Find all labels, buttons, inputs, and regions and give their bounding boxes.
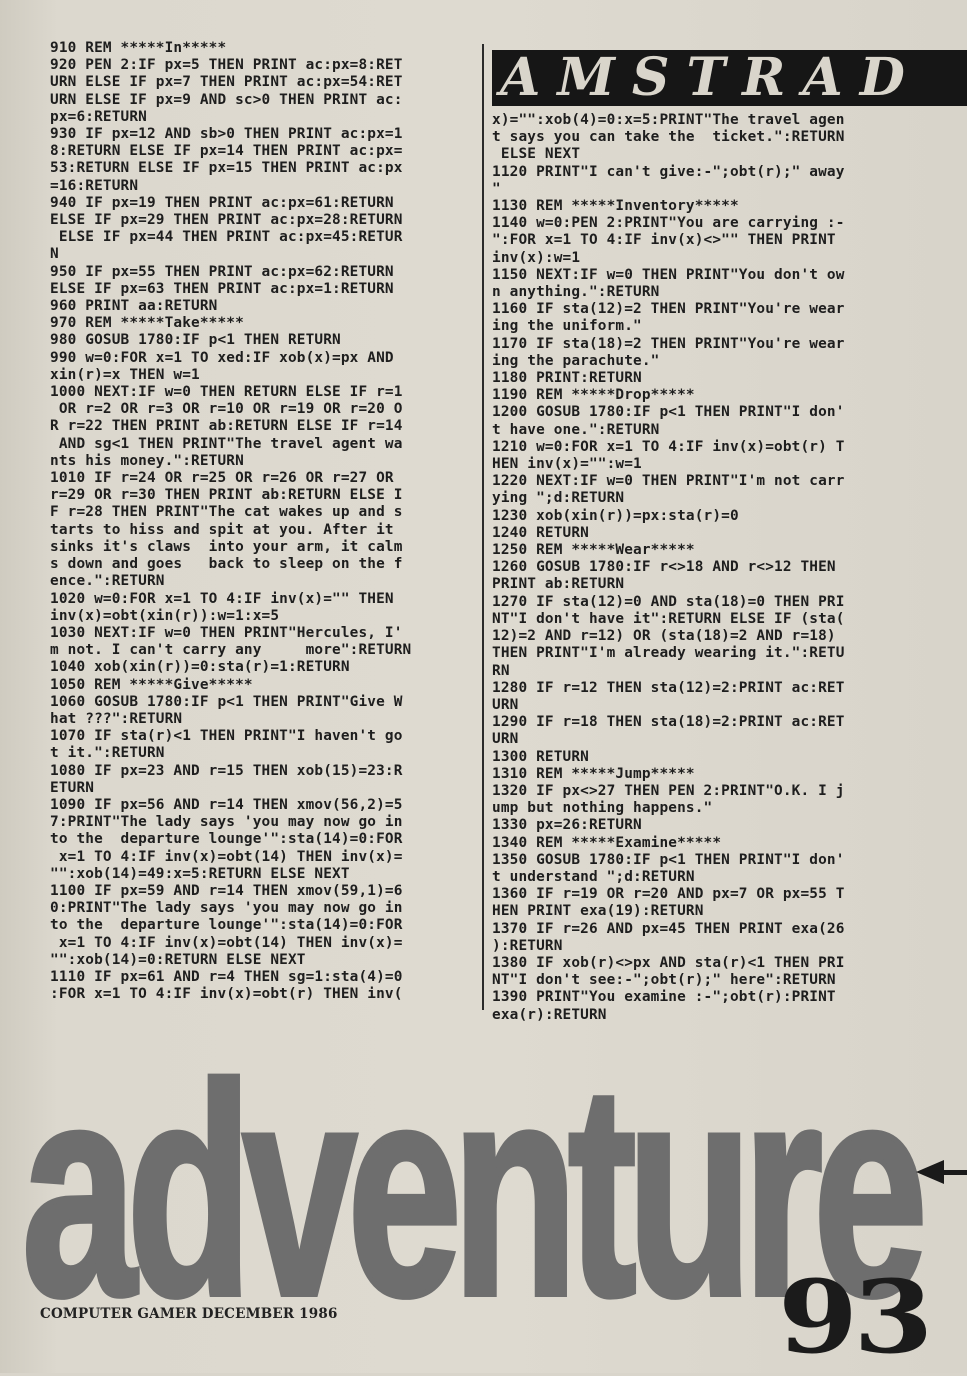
left-code-line: ELSE IF px=29 THEN PRINT ac:px=28:RETURN — [50, 212, 403, 229]
left-code-line: m not. I can't carry any more":RETURN — [50, 642, 412, 659]
left-code-line: 1100 IF px=59 AND r=14 THEN xmov(59,1)=6 — [50, 882, 403, 899]
left-code-line: 960 PRINT aa:RETURN — [50, 298, 218, 315]
left-code-line: x=1 TO 4:IF inv(x)=obt(14) THEN inv(x)= — [50, 934, 403, 951]
right-code-line: 1120 PRINT"I can't give:-";obt(r);" away — [492, 163, 845, 180]
left-code-line: 53:RETURN ELSE IF px=15 THEN PRINT ac:px — [50, 160, 403, 177]
left-code-line: 920 PEN 2:IF px=5 THEN PRINT ac:px=8:RET — [50, 57, 403, 74]
left-code-line: 1040 xob(xin(r))=0:sta(r)=1:RETURN — [50, 659, 350, 676]
left-code-line: AND sg<1 THEN PRINT"The travel agent wa — [50, 435, 403, 452]
right-code-line: 1220 NEXT:IF w=0 THEN PRINT"I'm not carr — [492, 473, 845, 490]
right-code-line: 1290 IF r=18 THEN sta(18)=2:PRINT ac:RET — [492, 714, 845, 731]
right-code-line: 1310 REM *****Jump***** — [492, 765, 695, 782]
left-code-line: 950 IF px=55 THEN PRINT ac:px=62:RETURN — [50, 263, 394, 280]
right-code-line: 1370 IF r=26 AND px=45 THEN PRINT exa(26 — [492, 920, 845, 937]
left-code-line: 1080 IF px=23 AND r=15 THEN xob(15)=23:R — [50, 762, 403, 779]
right-code-line: 1300 RETURN — [492, 748, 589, 765]
right-code-line: 1350 GOSUB 1780:IF p<1 THEN PRINT"I don' — [492, 851, 845, 868]
left-code-line: F r=28 THEN PRINT"The cat wakes up and s — [50, 504, 403, 521]
column-divider — [482, 44, 484, 1010]
left-code-column — [50, 40, 411, 1003]
right-code-line: 1260 GOSUB 1780:IF r<>18 AND r<>12 THEN — [492, 559, 836, 576]
right-code-line: t have one.":RETURN — [492, 421, 660, 438]
right-code-line: t says you can take the ticket.":RETURN — [492, 129, 845, 146]
right-code-line: 1250 REM *****Wear***** — [492, 542, 695, 559]
left-code-line: N — [50, 246, 59, 263]
right-code-line: 1150 NEXT:IF w=0 THEN PRINT"You don't ow — [492, 266, 845, 283]
right-code-line: t understand ";d:RETURN — [492, 868, 695, 885]
left-code-line: s down and goes back to sleep on the f — [50, 556, 403, 573]
left-code-line: R r=22 THEN PRINT ab:RETURN ELSE IF r=14 — [50, 418, 403, 435]
left-code-line: ELSE IF px=63 THEN PRINT ac:px=1:RETURN — [50, 280, 394, 297]
left-code-line: 1060 GOSUB 1780:IF p<1 THEN PRINT"Give W — [50, 693, 403, 710]
right-code-line: HEN PRINT exa(19):RETURN — [492, 903, 704, 920]
left-code-line: 990 w=0:FOR x=1 TO xed:IF xob(x)=px AND — [50, 349, 394, 366]
left-code-line: 970 REM *****Take***** — [50, 315, 244, 332]
section-banner-label: AMSTRAD — [500, 47, 922, 108]
right-code-line: 12)=2 AND r=12) OR (sta(18)=2 AND r=18) — [492, 628, 836, 645]
left-code-line: 0:PRINT"The lady says 'you may now go in — [50, 900, 403, 917]
left-code-line: "":xob(14)=49:x=5:RETURN ELSE NEXT — [50, 865, 350, 882]
right-code-line: 1230 xob(xin(r))=px:sta(r)=0 — [492, 507, 739, 524]
right-code-line: 1330 px=26:RETURN — [492, 817, 642, 834]
left-code-line: URN ELSE IF px=7 THEN PRINT ac:px=54:RET — [50, 74, 403, 91]
right-code-line: 1270 IF sta(12)=0 AND sta(18)=0 THEN PRI — [492, 593, 845, 610]
arrow-left-icon — [916, 1160, 944, 1184]
right-code-line: exa(r):RETURN — [492, 1006, 607, 1023]
left-code-line: 980 GOSUB 1780:IF p<1 THEN RETURN — [50, 332, 341, 349]
left-code-line: t it.":RETURN — [50, 745, 165, 762]
right-code-line: 1160 IF sta(12)=2 THEN PRINT"You're wear — [492, 301, 845, 318]
right-code-line: ing the uniform." — [492, 318, 642, 335]
left-code-line: tarts to hiss and spit at you. After it — [50, 521, 394, 538]
right-code-line: inv(x):w=1 — [492, 249, 581, 266]
right-code-line: 1320 IF px<>27 THEN PEN 2:PRINT"O.K. I j — [492, 782, 845, 799]
right-code-line: ing the parachute." — [492, 352, 660, 369]
left-code-line: 1050 REM *****Give***** — [50, 676, 253, 693]
right-code-line: 1180 PRINT:RETURN — [492, 370, 642, 387]
right-code-line: RN — [492, 662, 510, 679]
left-code-line: "":xob(14)=0:RETURN ELSE NEXT — [50, 951, 306, 968]
left-code-line: to the departure lounge'":sta(14)=0:FOR — [50, 831, 403, 848]
left-code-line: 910 REM *****In***** — [50, 40, 227, 56]
right-code-line: 1130 REM *****Inventory***** — [492, 198, 739, 215]
right-code-line: 1360 IF r=19 OR r=20 AND px=7 OR px=55 T — [492, 886, 845, 903]
right-code-line: 1140 w=0:PEN 2:PRINT"You are carrying :- — [492, 215, 845, 232]
left-code-line: 8:RETURN ELSE IF px=14 THEN PRINT ac:px= — [50, 143, 403, 160]
left-code-line: px=6:RETURN — [50, 108, 147, 125]
left-code-line: 940 IF px=19 THEN PRINT ac:px=61:RETURN — [50, 194, 394, 211]
right-code-line: ):RETURN — [492, 937, 563, 954]
left-code-line: inv(x)=obt(xin(r)):w=1:x=5 — [50, 607, 280, 624]
right-code-line: ":FOR x=1 TO 4:IF inv(x)<>"" THEN PRINT — [492, 232, 836, 249]
left-code-line: r=29 OR r=30 THEN PRINT ab:RETURN ELSE I — [50, 487, 403, 504]
right-code-line: ying ";d:RETURN — [492, 490, 625, 507]
left-code-line: 7:PRINT"The lady says 'you may now go in — [50, 814, 403, 831]
right-code-line: 1200 GOSUB 1780:IF p<1 THEN PRINT"I don' — [492, 404, 845, 421]
left-code-line: 1070 IF sta(r)<1 THEN PRINT"I haven't go — [50, 728, 403, 745]
right-code-line: x)="":xob(4)=0:x=5:PRINT"The travel agen — [492, 112, 845, 128]
left-code-line: hat ???":RETURN — [50, 710, 183, 727]
right-code-line: 1380 IF xob(r)<>px AND sta(r)<1 THEN PRI — [492, 954, 845, 971]
right-code-line: THEN PRINT"I'm already wearing it.":RETU — [492, 645, 845, 662]
left-code-line: 1010 IF r=24 OR r=25 OR r=26 OR r=27 OR — [50, 470, 394, 487]
adventure-headline-text: adventure — [22, 1022, 923, 1358]
right-code-line: PRINT ab:RETURN — [492, 576, 625, 593]
right-code-line: HEN inv(x)="":w=1 — [492, 456, 642, 473]
right-code-line: n anything.":RETURN — [492, 284, 660, 301]
left-code-line: 1090 IF px=56 AND r=14 THEN xmov(56,2)=5 — [50, 796, 403, 813]
left-code-line: 1030 NEXT:IF w=0 THEN PRINT"Hercules, I' — [50, 624, 403, 641]
right-code-column — [492, 112, 845, 1024]
right-code-line: " — [492, 180, 501, 197]
page-number: 93 — [778, 1258, 929, 1376]
left-code-line: xin(r)=x THEN w=1 — [50, 366, 200, 383]
arrow-line — [942, 1170, 967, 1175]
left-code-line: 930 IF px=12 AND sb>0 THEN PRINT ac:px=1 — [50, 126, 403, 143]
right-code-line: 1190 REM *****Drop***** — [492, 387, 695, 404]
right-code-line: ump but nothing happens." — [492, 800, 713, 817]
left-code-line: 1000 NEXT:IF w=0 THEN RETURN ELSE IF r=1 — [50, 384, 403, 401]
right-code-line: URN — [492, 696, 519, 713]
footer-credit: COMPUTER GAMER DECEMBER 1986 — [40, 1306, 338, 1322]
right-code-line: 1240 RETURN — [492, 524, 589, 541]
left-code-line: ence.":RETURN — [50, 573, 165, 590]
right-code-line: NT"I don't have it":RETURN ELSE IF (sta( — [492, 610, 845, 627]
left-code-line: URN ELSE IF px=9 AND sc>0 THEN PRINT ac: — [50, 91, 403, 108]
right-code-line: 1340 REM *****Examine***** — [492, 834, 722, 851]
left-code-line: 1110 IF px=61 AND r=4 THEN sg=1:sta(4)=0 — [50, 968, 403, 985]
left-code-line: 1020 w=0:FOR x=1 TO 4:IF inv(x)="" THEN — [50, 590, 394, 607]
left-code-line: :FOR x=1 TO 4:IF inv(x)=obt(r) THEN inv( — [50, 986, 403, 1003]
right-code-line: 1390 PRINT"You examine :-";obt(r):PRINT — [492, 989, 836, 1006]
right-code-line: 1170 IF sta(18)=2 THEN PRINT"You're wear — [492, 335, 845, 352]
right-code-line: 1210 w=0:FOR x=1 TO 4:IF inv(x)=obt(r) T — [492, 438, 845, 455]
right-code-line: NT"I don't see:-";obt(r);" here":RETURN — [492, 972, 836, 989]
left-code-line: =16:RETURN — [50, 177, 139, 194]
left-code-line: nts his money.":RETURN — [50, 452, 244, 469]
left-code-line: to the departure lounge'":sta(14)=0:FOR — [50, 917, 403, 934]
left-code-line: OR r=2 OR r=3 OR r=10 OR r=19 OR r=20 O — [50, 401, 403, 418]
left-code-line: ELSE IF px=44 THEN PRINT ac:px=45:RETUR — [50, 229, 403, 246]
right-code-line: URN — [492, 731, 519, 748]
left-code-line: sinks it's claws into your arm, it calm — [50, 538, 403, 555]
right-code-line: ELSE NEXT — [492, 146, 581, 163]
left-code-line: ETURN — [50, 779, 95, 796]
right-code-line: 1280 IF r=12 THEN sta(12)=2:PRINT ac:RET — [492, 679, 845, 696]
left-code-line: x=1 TO 4:IF inv(x)=obt(14) THEN inv(x)= — [50, 848, 403, 865]
